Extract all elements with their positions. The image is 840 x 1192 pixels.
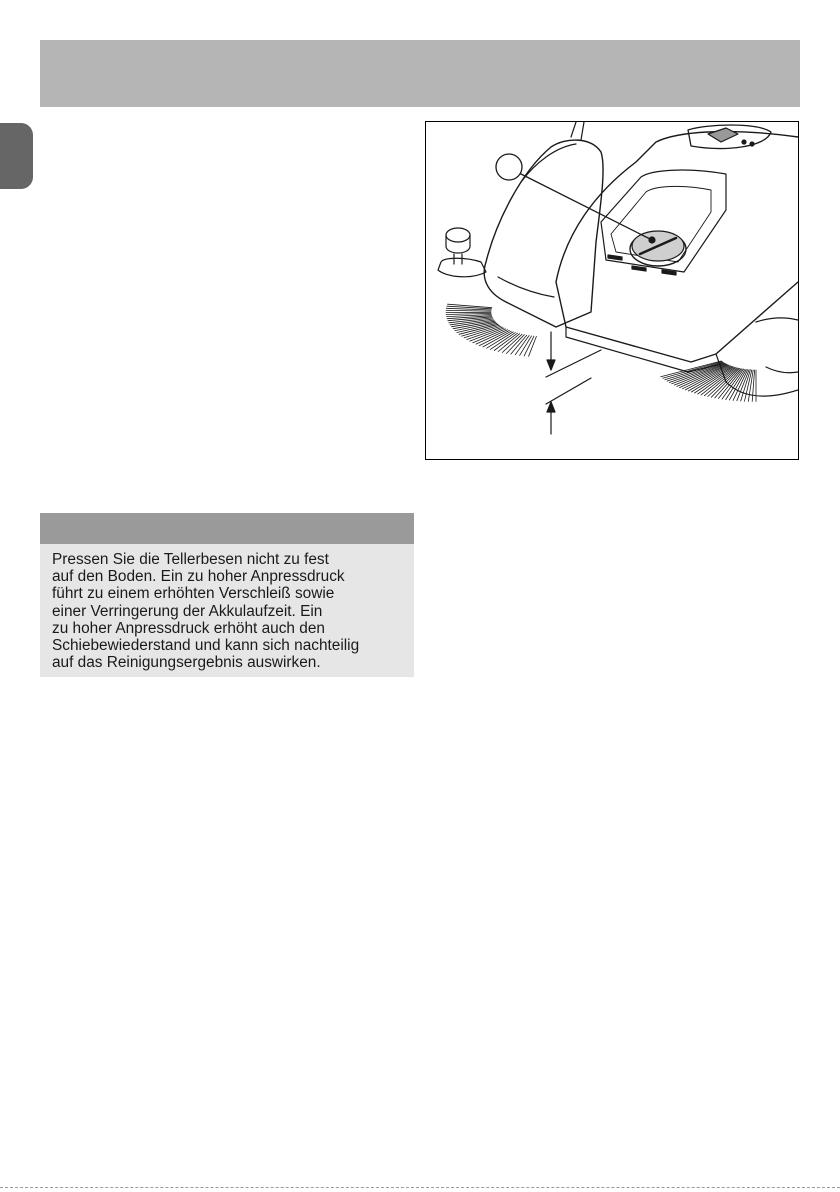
note-text xyxy=(40,544,414,671)
note-line: einer Verringerung der Akkulaufzeit. Ein xyxy=(52,602,323,620)
note-line: führt zu einem erhöhten Verschleiß sowie xyxy=(52,585,335,603)
note-line: auf den Boden. Ein zu hoher Anpressdruck xyxy=(52,568,345,586)
note-line: zu hoher Anpressdruck erhöht auch den xyxy=(52,619,325,637)
sweeper-brush-illustration xyxy=(425,121,799,460)
section-header-bar xyxy=(40,40,800,107)
note-line: Pressen Sie die Tellerbesen nicht zu fest xyxy=(52,551,329,568)
note-line: auf das Reinigungsergebnis auswirken. xyxy=(52,654,321,672)
sweeper-drawing xyxy=(426,122,798,459)
page-bottom-rule xyxy=(0,1187,840,1188)
note-header xyxy=(40,513,414,544)
brush-bristle xyxy=(511,335,527,354)
note-box xyxy=(40,513,414,677)
brush-bristle xyxy=(737,370,749,401)
brush-bristle xyxy=(446,310,491,311)
chapter-tab xyxy=(0,123,33,189)
brush-bristle xyxy=(446,313,491,314)
note-line: Schiebewiederstand und kann sich nachteilig xyxy=(52,637,360,655)
